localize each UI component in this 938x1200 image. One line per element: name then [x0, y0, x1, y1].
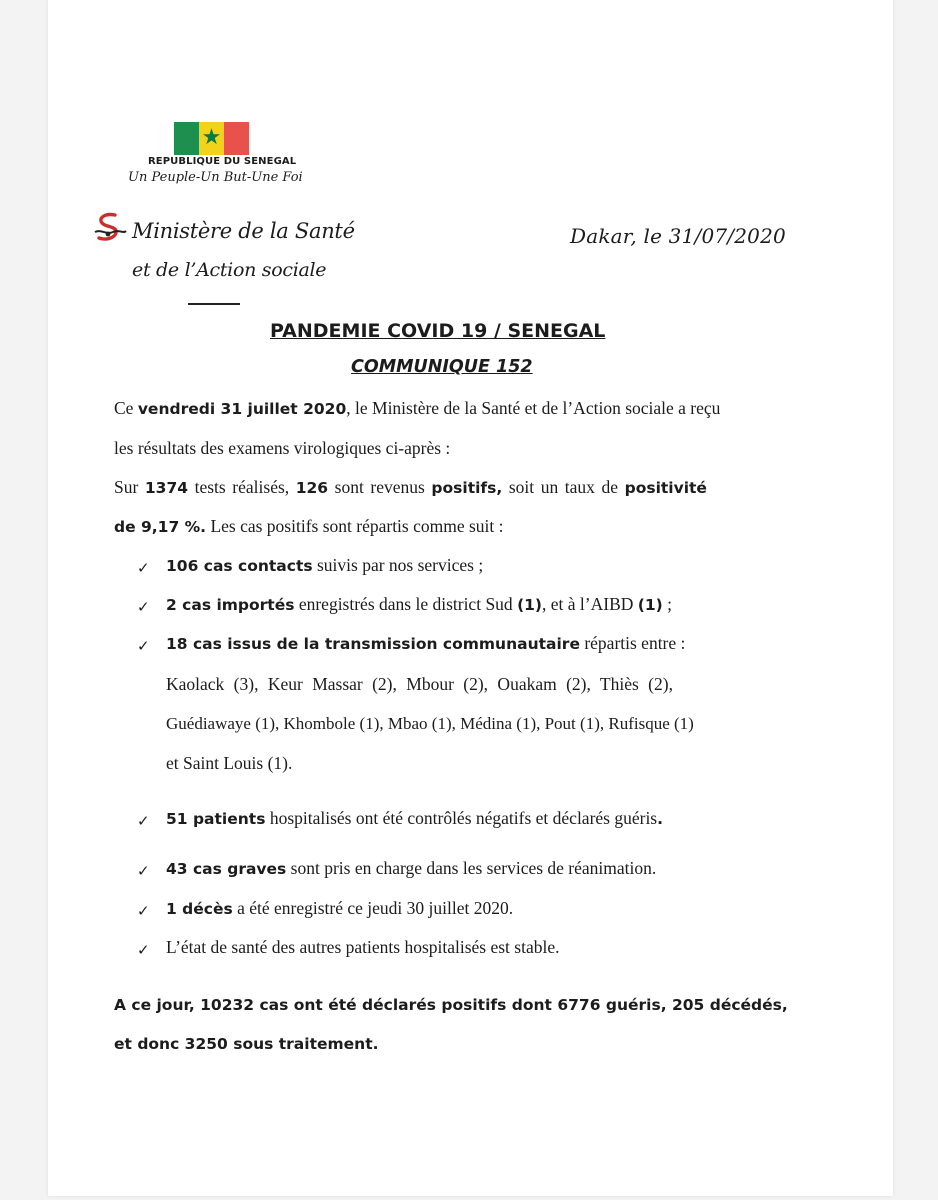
item-text: enregistrés dans le district Sud — [294, 594, 518, 614]
check-icon: ✓ — [137, 637, 150, 655]
localities-line-3: et Saint Louis (1). — [166, 753, 293, 773]
contacts-count: 106 cas contacts — [166, 557, 313, 575]
ministry-logo-icon — [93, 212, 127, 244]
check-icon: ✓ — [137, 941, 150, 959]
item-imported — [166, 594, 672, 615]
item-severe — [166, 858, 656, 879]
check-icon: ✓ — [137, 598, 150, 616]
item-text: , et à l’AIBD — [542, 594, 638, 614]
republic-label: REPUBLIQUE DU SENEGAL — [148, 156, 297, 167]
item-death — [166, 898, 513, 919]
recovered-count: 51 patients — [166, 810, 266, 828]
check-icon: ✓ — [137, 812, 150, 830]
intro-date: vendredi 31 juillet 2020 — [137, 400, 347, 418]
death-count: 1 décès — [166, 900, 233, 918]
item-recovered — [166, 808, 663, 829]
item-contacts — [166, 555, 483, 576]
communique-number: COMMUNIQUE 152 — [351, 357, 533, 377]
item-text: suivis par nos services ; — [312, 555, 484, 575]
ministry-name-line1: Ministère de la Santé — [132, 219, 355, 243]
tests-count: 1374 — [144, 479, 189, 497]
localities-line-1: Kaolack (3), Keur Massar (2), Mbour (2), Ouakam (2), Thiès (2), — [166, 674, 673, 694]
intro-text: tests réalisés, — [188, 477, 296, 497]
intro-line-4 — [114, 516, 504, 537]
intro-line-1 — [114, 398, 720, 419]
document-date: Dakar, le 31/07/2020 — [570, 224, 786, 248]
star-icon: ★ — [201, 125, 222, 150]
intro-text: sont revenus — [328, 477, 432, 497]
positivity-rate: de 9,17 %. — [114, 518, 207, 536]
flag-band-yellow — [199, 122, 224, 155]
header-divider — [188, 303, 240, 305]
imported-count: 2 cas importés — [166, 596, 295, 614]
item-text: a été enregistré ce jeudi 30 juillet 2020. — [232, 898, 514, 918]
check-icon: ✓ — [137, 862, 150, 880]
item-text: ; — [662, 594, 672, 614]
document-title: PANDEMIE COVID 19 / SENEGAL — [270, 320, 606, 342]
summary-line-1: A ce jour, 10232 cas ont été déclarés positifs dont 6776 guéris, 205 décédés, — [114, 996, 788, 1014]
item-text: répartis entre : — [579, 633, 686, 653]
flag-band-green — [174, 122, 199, 155]
intro-text: Ce — [114, 398, 138, 418]
item-stable: L’état de santé des autres patients hospitalisés est stable. — [166, 937, 560, 957]
national-motto: Un Peuple-Un But-Une Foi — [128, 170, 303, 185]
item-community — [166, 633, 685, 654]
summary-line-2: et donc 3250 sous traitement. — [114, 1035, 379, 1053]
intro-text: Sur — [114, 477, 145, 497]
check-icon: ✓ — [137, 902, 150, 920]
community-count: 18 cas issus de la transmission communautaire — [166, 635, 580, 653]
flag-band-red — [224, 122, 249, 155]
positivity-label: positivité — [624, 479, 707, 497]
intro-line-3 — [114, 477, 707, 498]
positive-label: positifs, — [431, 479, 503, 497]
intro-text: Les cas positifs sont répartis comme suit : — [206, 516, 504, 536]
item-text: . — [657, 810, 664, 828]
ministry-name-line2: et de l’Action sociale — [132, 259, 327, 281]
positive-count: 126 — [295, 479, 329, 497]
intro-text: soit un taux de — [502, 477, 625, 497]
localities-line-2: Guédiawaye (1), Khombole (1), Mbao (1), Médina (1), Pout (1), Rufisque (1) — [166, 714, 694, 733]
severe-count: 43 cas graves — [166, 860, 287, 878]
imported-aibd-count: (1) — [637, 596, 663, 614]
item-text: hospitalisés ont été contrôlés négatifs et déclarés guéris — [265, 808, 658, 828]
intro-line-2: les résultats des examens virologiques ci-après : — [114, 438, 451, 458]
senegal-flag — [174, 122, 249, 155]
imported-sud-count: (1) — [517, 596, 543, 614]
check-icon: ✓ — [137, 559, 150, 577]
item-text: sont pris en charge dans les services de réanimation. — [286, 858, 657, 878]
intro-text: , le Ministère de la Santé et de l’Action sociale a reçu — [346, 398, 721, 418]
